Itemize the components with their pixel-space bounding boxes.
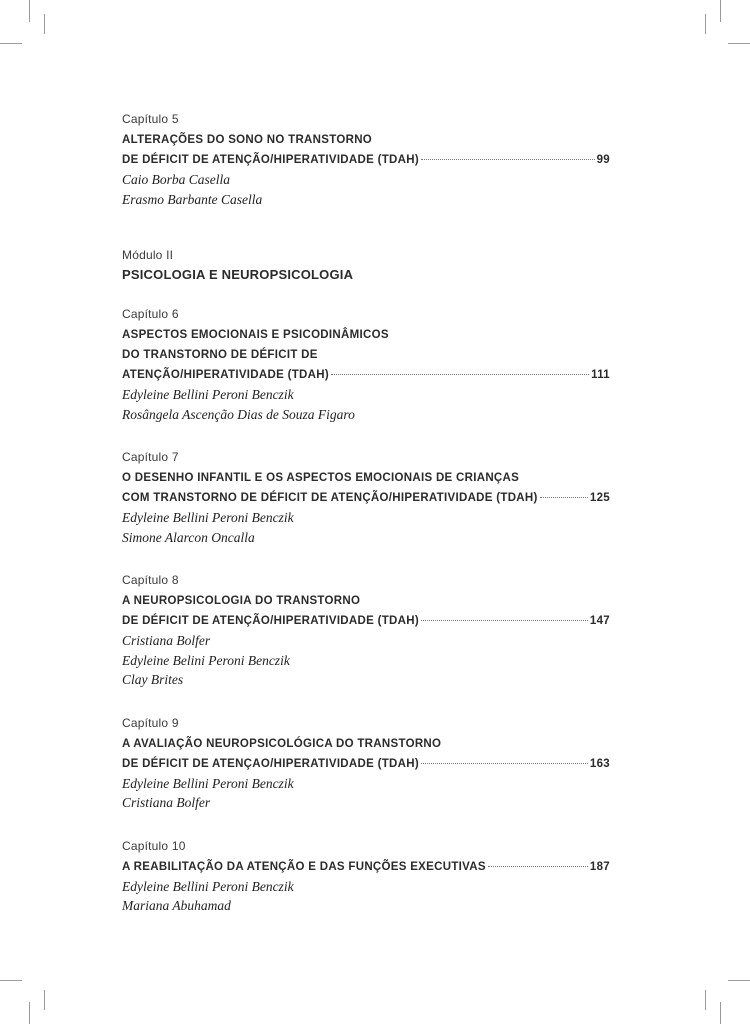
dot-leader <box>421 763 588 764</box>
page-number: 187 <box>589 860 610 873</box>
author-name: Edyleine Belini Peroni Benczik <box>122 652 290 668</box>
author-name: Edyleine Bellini Peroni Benczik <box>122 510 294 525</box>
chapter-label: Capítulo 6 <box>122 307 179 321</box>
chapter-title-text: DE DÉFICIT DE ATENÇÃO/HIPERATIVIDADE (TDAH) <box>122 154 419 166</box>
crop-mark <box>0 980 22 981</box>
toc-module <box>122 245 610 285</box>
crop-mark <box>728 43 750 44</box>
chapter-title-text: DE DÉFICIT DE ATENÇAO/HIPERATIVIDADE (TDAH) <box>122 757 419 770</box>
author-name: Caio Borba Casella <box>122 172 231 187</box>
chapter-label: Capítulo 7 <box>122 450 179 464</box>
chapter-title-line: ALTERAÇÕES DO SONO NO TRANSTORNO <box>122 134 373 146</box>
toc-chapter <box>122 713 610 813</box>
chapter-title-line: A NEUROPSICOLOGIA DO TRANSTORNO <box>122 595 361 607</box>
author-name: Simone Alarcon Oncalla <box>122 529 255 545</box>
dot-leader <box>331 374 589 375</box>
chapter-title-text: COM TRANSTORNO DE DÉFICIT DE ATENÇÃO/HIPERATIVIDADE (TDAH) <box>122 492 538 504</box>
dot-leader <box>421 159 595 160</box>
author-name: Cristiana Bolfer <box>122 795 211 810</box>
module-label: Módulo II <box>122 248 174 262</box>
chapter-label: Capítulo 5 <box>122 112 179 126</box>
chapter-title-line <box>122 488 610 508</box>
dot-leader <box>421 620 588 621</box>
chapter-label: Capítulo 8 <box>122 573 179 587</box>
toc-chapter <box>122 109 610 209</box>
crop-mark <box>29 1002 30 1024</box>
dot-leader <box>540 497 588 498</box>
crop-mark <box>705 14 706 34</box>
chapter-title-line: A AVALIAÇÃO NEUROPSICOLÓGICA DO TRANSTORNO <box>122 737 442 750</box>
author-name: Edyleine Bellini Peroni Benczik <box>122 878 294 894</box>
chapter-title-line: DO TRANSTORNO DE DÉFICIT DE <box>122 349 318 361</box>
dot-leader <box>488 866 588 867</box>
page-number: 125 <box>589 492 610 504</box>
page-number: 147 <box>589 615 610 627</box>
page-number: 163 <box>589 757 610 770</box>
toc-chapter <box>122 304 610 424</box>
author-name: Cristiana Bolfer <box>122 633 211 648</box>
toc-chapter <box>122 447 610 547</box>
crop-mark <box>728 980 750 981</box>
chapter-title-line <box>122 365 610 385</box>
author-name: Clay Brites <box>122 672 184 687</box>
author-name: Edyleine Bellini Peroni Benczik <box>122 775 294 791</box>
chapter-title-line: ASPECTOS EMOCIONAIS E PSICODINÂMICOS <box>122 329 389 341</box>
crop-mark <box>720 1002 721 1024</box>
module-title: PSICOLOGIA E NEUROPSICOLOGIA <box>122 267 354 282</box>
author-name: Mariana Abuhamad <box>122 898 231 913</box>
chapter-title-line: O DESENHO INFANTIL E OS ASPECTOS EMOCIONAIS DE CRIANÇAS <box>122 472 520 484</box>
toc-chapter <box>122 836 610 916</box>
chapter-title-text: DE DÉFICIT DE ATENÇÃO/HIPERATIVIDADE (TDAH) <box>122 615 419 627</box>
chapter-title-line <box>122 611 610 631</box>
author-name: Rosângela Ascenção Dias de Souza Figaro <box>122 406 355 422</box>
chapter-title-text: A REABILITAÇÃO DA ATENÇÃO E DAS FUNÇÕES EXECUTIVAS <box>122 860 486 873</box>
chapter-label: Capítulo 10 <box>122 838 186 853</box>
crop-mark <box>44 14 45 34</box>
crop-mark <box>0 43 22 44</box>
chapter-title-line <box>122 857 610 877</box>
crop-mark <box>44 990 45 1010</box>
crop-mark <box>720 0 721 22</box>
page-number: 111 <box>591 369 610 381</box>
crop-mark <box>29 0 30 22</box>
author-name: Edyleine Bellini Peroni Benczik <box>122 387 294 402</box>
table-of-contents <box>122 109 610 916</box>
chapter-label: Capítulo 9 <box>122 715 179 730</box>
chapter-title-line <box>122 754 610 774</box>
toc-chapter <box>122 570 610 690</box>
chapter-title-text: ATENÇÃO/HIPERATIVIDADE (TDAH) <box>122 369 329 381</box>
page-number: 99 <box>596 154 610 166</box>
crop-mark <box>705 990 706 1010</box>
author-name: Erasmo Barbante Casella <box>122 191 263 207</box>
chapter-title-line <box>122 150 610 170</box>
